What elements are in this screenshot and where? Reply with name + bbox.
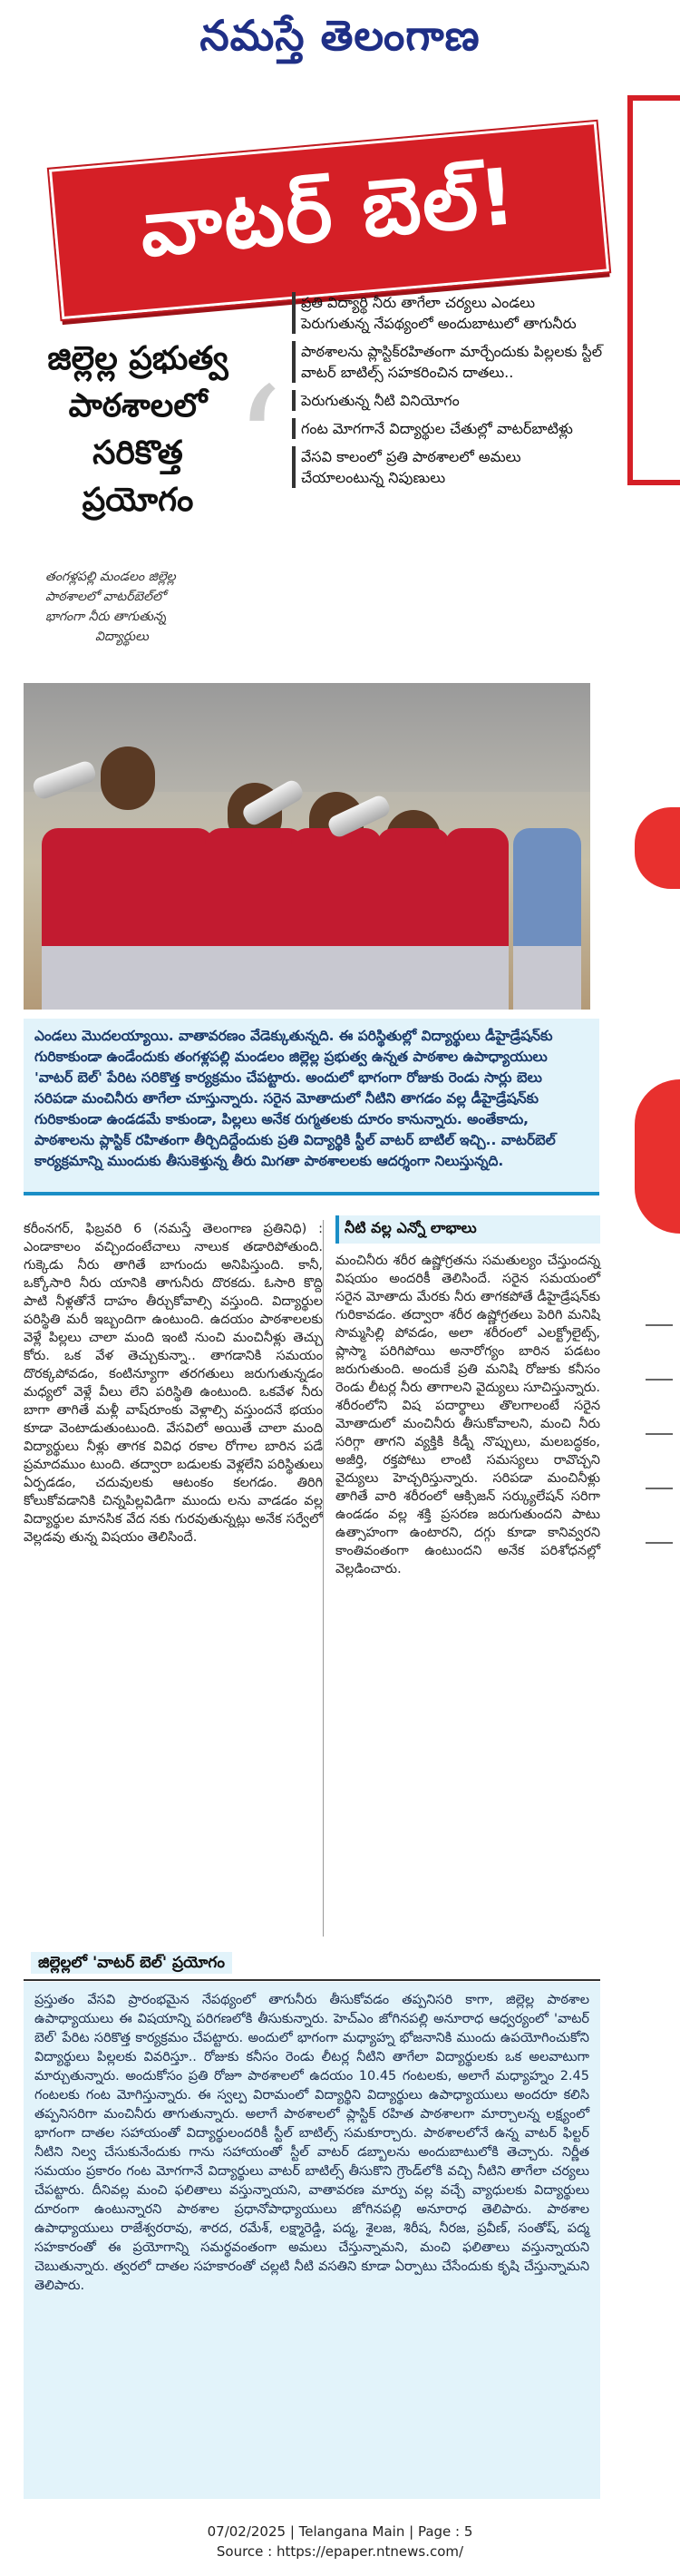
section-heading <box>24 1950 600 1981</box>
section-box <box>24 1982 600 2499</box>
adjacent-red-mark-large <box>635 1079 680 1234</box>
students-drinking-water-photo <box>24 683 590 1010</box>
headline-line: సరికొత్త <box>92 434 183 472</box>
highlight-bullet: పెరుగుతున్న నీటి వినియోగం <box>292 390 607 411</box>
adjacent-text-line <box>646 1542 673 1544</box>
intro-text: ఎండలు మొదలయ్యాయి. వాతావరణం వేడెక్కుతున్నది. ఈ పరిస్థితుల్లో విద్యార్థులు డీహైడ్రేషన్‌కు గురికాకుండా ఉండేందుకు తంగళ్లపల్లి మండలం జిల్లెల్ల ప్రభుత్వ ఉన్నత పాఠశాల ఉపాధ్యాయులు 'వాటర్ బెల్' పేరిట సరికొత్త కార్యక్రమం చేపట్టారు. అందులో భాగంగా రోజుకు రెండు సార్లు బెలు సరిపడా మంచినీరు తాగేలా చూస్తున్నారు. సరైన మోతాదులో నీటిని తాగడం వల్ల డీహైడ్రేషన్‌కు గురికాకుండా ఉండడమే కాకుండా, పిల్లలు అనేక రుగ్మతలకు దూరం కానున్నారు. అంతేకాదు, పాఠశాలను ప్లాస్టిక్ రహితంగా తీర్చిదిద్దేందుకు ప్రతి విద్యార్థికి స్టీల్ వాటర్ బాటిల్ ఇచ్చి.. వాటర్‌బెల్ కార్యక్రమాన్ని ముందుకు తీసుకెళ్తున్న తీరు మిగతా పాఠశాలలకు ఆదర్శంగా నిలుస్తున్నది. <box>34 1028 556 1169</box>
caption-line: విద్యార్థులు <box>95 629 149 644</box>
headline-banner <box>49 122 609 319</box>
section-heading-text: జిల్లెల్లలో 'వాటర్ బెల్' ప్రయోగం <box>31 1952 232 1974</box>
right-column <box>335 1252 600 1578</box>
banner-text: వాటర్ బెల్! <box>136 151 520 275</box>
highlight-bullet: ప్రతి విద్యార్థి నీరు తాగేలా చర్యలు ఎండలు పెరుగుతున్న నేపథ్యంలో అందుబాటులో తాగునీరు <box>292 292 607 334</box>
section-text: ప్రస్తుతం వేసవి ప్రారంభమైన నేపథ్యంలో తాగునీరు తీసుకోవడం తప్పనిసరి కాగా, జిల్లెల్ల పాఠశాల ఉపాధ్యాయులు ఈ విషయాన్ని పరిగణలోకి తీసుకున్నారు. హెచ్‌ఎం జోగినపల్లి అనూరాధ ఆధ్వర్యంలో 'వాటర్ బెల్' పేరిట సరికొత్త కార్యక్రమం చేపట్టారు. అందులో భాగంగా మధ్యాహ్న భోజనానికి ముందు ఉపయోగించుకోని విద్యార్థులు పిల్లలకు వివరిస్తూ.. రోజుకు కనీసం రెండు లీటర్ల నీటిని తాగేలా విద్యార్థులకు ఒక అలవాటుగా మార్చుతున్నారు. అందుకోసం ప్రతి రోజూ పాఠశాలలో ఉదయం 10.45 గంటలకు, అలాగే మధ్యాహ్నం 2.45 గంటలకు గంట మోగిస్తున్నారు. ఈ స్వల్ప విరామంలో విద్యార్థిని విద్యార్థులు ఉపాధ్యాయులు అందరూ కలిసి తప్పనిసరిగా మంచినీరు తాగుతున్నారు. అలాగే పాఠశాలలో ప్లాస్టిక్ రహిత పాఠశాలగా మార్చాలన్న లక్ష్యంలో భాగంగా దాతల సహాయంతో విద్యార్థులందరికీ స్టీల్ బాటిల్స్ సమకూర్చారు. పాఠశాలలోనే ఉన్న వాటర్ ఫిల్టర్ నీటిని నిల్వ చేసుకునేందుకు గాను సహాయంతో స్టీల్ వాటర్ డబ్బాలను అందుబాటులోకి తెచ్చారు. నిర్ణీత సమయం ప్రకారం గంట మోగగానే విద్యార్థులు వాటర్ బాటిల్స్ తీసుకొని గ్రౌండ్‌లోకి వచ్చి నీటిని తాగేలా చర్యలు చేపట్టారు. దీనివల్ల మంచి ఫలితాలు వస్తున్నాయని, వాతావరణ మార్పు వల్ల వచ్చే వ్యాధులకు విద్యార్థులు దూరంగా ఉంటున్నారని పాఠశాల ప్రధానోపాధ్యాయులు జోగినపల్లి అనూరాధ తెలిపారు. పాఠశాల ఉపాధ్యాయులు రాజేశ్వరరావు, శారద, రమేశ్, లక్ష్మారెడ్డి, పద్మ, శైలజ, శిరీష, నీరజ, ప్రవీణ్, సంతోష్, పద్మ సహకారంతో ఈ ప్రయోగాన్ని సమర్థవంతంగా అమలు చేస్తున్నామని, మంచి ఫలితాలు వస్తున్నాయని చెబుతున్నారు. త్వరలో దాతల సహకారంతో చల్లటి నీటి వసతిని కూడా ఏర్పాటు చేసేందుకు కృషి చేస్తున్నామని తెలిపారు. <box>34 1993 589 2293</box>
student-figure <box>445 792 509 1010</box>
highlight-bullet: వేసవి కాలంలో ప్రతి పాఠశాలలో అమలు చేయాలంటున్న నిపుణులు <box>292 446 607 488</box>
column-divider <box>323 1220 324 1937</box>
adjacent-text-line <box>646 1488 673 1489</box>
right-column-text: మంచినీరు శరీర ఉష్ణోగ్రతను సమతుల్యం చేస్తుందన్న విషయం అందరికీ తెలిసిందే. సరైన సమయంలో సరైన మోతాదు మేరకు నీరు తాగకపోతే డీహైడ్రేషన్‌కు గురికావడం. తద్వారా శరీర ఉష్ణోగ్రతలు పెరిగి మనిషి సొమ్మసిల్లి పోవడం, అలా శరీరంలో ఎలక్ట్రోలైట్స్, ప్లాస్మా పరిగిపోయి అనారోగ్యం బారిన పడటం జరుగుతుంది. అందుకే ప్రతి మనిషి రోజుకు కనీసం రెండు లీటర్ల నీరు తాగాలని వైద్యులు సూచిస్తున్నారు. శరీరంలోని విష పదార్థాలు తొలగాలంటే సరైన మోతాదులో మంచినీరు తీసుకోవాలని, మంచి నీరు సరిగ్గా తాగని వ్యక్తికి కిడ్నీ నొప్పులు, మలబద్ధకం, అజీర్తి, రక్తపోటు లాంటి సమస్యలు రావొచ్చని వైద్యులు హెచ్చరిస్తున్నారు. సరిపడా మంచినీళ్లు తాగితే వారి శరీరంలో ఆక్సిజన్ సర్క్యులేషన్ సరిగా ఉండడం వల్ల శక్తి ప్రసరణ జరుగుతుందని పాటు ఉత్సాహంగా ఉంటారని, దగ్గు కూడా కానివ్వరని కాంతివంతంగా ఉంటుందని అనేక పరిశోధనల్లో వెల్లడించారు. <box>335 1254 600 1576</box>
adjacent-text-line <box>646 1324 673 1326</box>
quote-mark-icon: ‘ <box>234 355 284 534</box>
footer-date-line: 07/02/2025 | Telangana Main | Page : 5 <box>207 2523 473 2540</box>
masthead-title: నమస్తే తెలంగాణ <box>199 11 481 60</box>
highlight-bullets <box>292 292 607 495</box>
right-column-heading: నీటి వల్ల ఎన్నో లాభాలు <box>335 1215 600 1244</box>
highlight-bullet: పాఠశాలను ప్లాస్టిక్‌రహితంగా మార్చేందుకు పిల్లలకు స్టీల్ వాటర్ బాటిల్స్ సహకరించిన దాతలు.. <box>292 341 607 383</box>
adjacent-red-mark <box>635 807 680 889</box>
headline-line: పాఠశాలలో <box>68 387 208 424</box>
student-figure <box>42 710 214 1010</box>
student-figure <box>205 746 305 1010</box>
adjacent-article-edge <box>627 95 680 485</box>
newspaper-masthead <box>0 0 680 68</box>
student-figure <box>291 756 382 1010</box>
adjacent-page-strip <box>627 508 680 2522</box>
caption-line: భాగంగా నీరు తాగుతున్న <box>45 610 167 624</box>
photo-caption <box>45 567 263 647</box>
caption-line: పాఠశాలలో వాటర్‌బెల్‌లో <box>45 590 166 604</box>
headline-line: ప్రయోగం <box>82 482 194 519</box>
page-footer <box>0 2522 680 2561</box>
student-figure <box>513 801 581 1010</box>
headline-block <box>24 336 251 553</box>
student-figure <box>377 774 450 1010</box>
headline-line: జిల్లెల్ల ప్రభుత్వ <box>47 340 228 377</box>
highlight-bullet: గంట మోగగానే విద్యార్థుల చేతుల్లో వాటర్‌బాటిళ్లు <box>292 418 607 439</box>
adjacent-text-line <box>646 1433 673 1435</box>
left-column <box>24 1220 323 1547</box>
adjacent-text-line <box>646 1379 673 1381</box>
left-column-text: కరీంనగర్, ఫిబ్రవరి 6 (నమస్తే తెలంగాణ ప్రతినిధి) : ఎండాకాలం వచ్చిందంటేచాలు నాలుక తడారిపోతుంది. గుక్కెడు నీరు తాగితే బాగుందు అనిపిస్తుంది. కానీ, ఒక్కోసారి నీరు యానికి తాగునీరు దొరకదు. ఓసారి కొద్ది పాటి నీళ్లతోనే దాహం తీర్చుకోవాల్సి వస్తుంది. విద్యార్థుల పరిస్థితి మరీ ఇబ్బందిగా ఉంటుంది. ఉదయం పాఠశాలలకు వెళ్లే పిల్లలు చాలా మంది ఇంటి నుంచి మంచినీళ్లు తెచ్చు కోరు. ఒక వేళ తెచ్చుకున్నా.. తాగడానికి సమయం దొరక్కపోవడం, కంటిన్యూగా తరగతులు జరుగుతున్నడం మధ్యలో వెళ్లే వీలు లేని పరిస్థితి ఉంటుంది. ఒకవేళ నీరు బాగా తాగితే మళ్లీ వాష్‌రూంకు వెళ్లాల్సి వస్తుందనే భయం కూడా వెంటాడుతుంటుంది. వేసవిలో అయితే చాలా మంది విద్యార్థులు నీళ్లు తాగక వివిధ రకాల రోగాల బారిన పడే ప్రమాదముం టుంది. తద్వారా బడులకు వెళ్లలేని పరిస్థితులు ఏర్పడడం, చదువులకు ఆటంకం కలగడం. తిరిగి కోలుకోవడానికి చిన్నపిల్లవిడిగా ముందు లను వాడడం వల్ల విద్యార్థుల మానసిక వేద నకు గురవుతున్నట్లు అనేక సర్వేలో వెల్లడవు తున్న విషయం తెలిసిందే. <box>24 1222 323 1545</box>
footer-source-line: Source : https://epaper.ntnews.com/ <box>216 2543 464 2560</box>
intro-box <box>24 1019 599 1195</box>
caption-line: తంగళ్లపల్లి మండలం జిల్లెల్ల <box>45 570 176 584</box>
